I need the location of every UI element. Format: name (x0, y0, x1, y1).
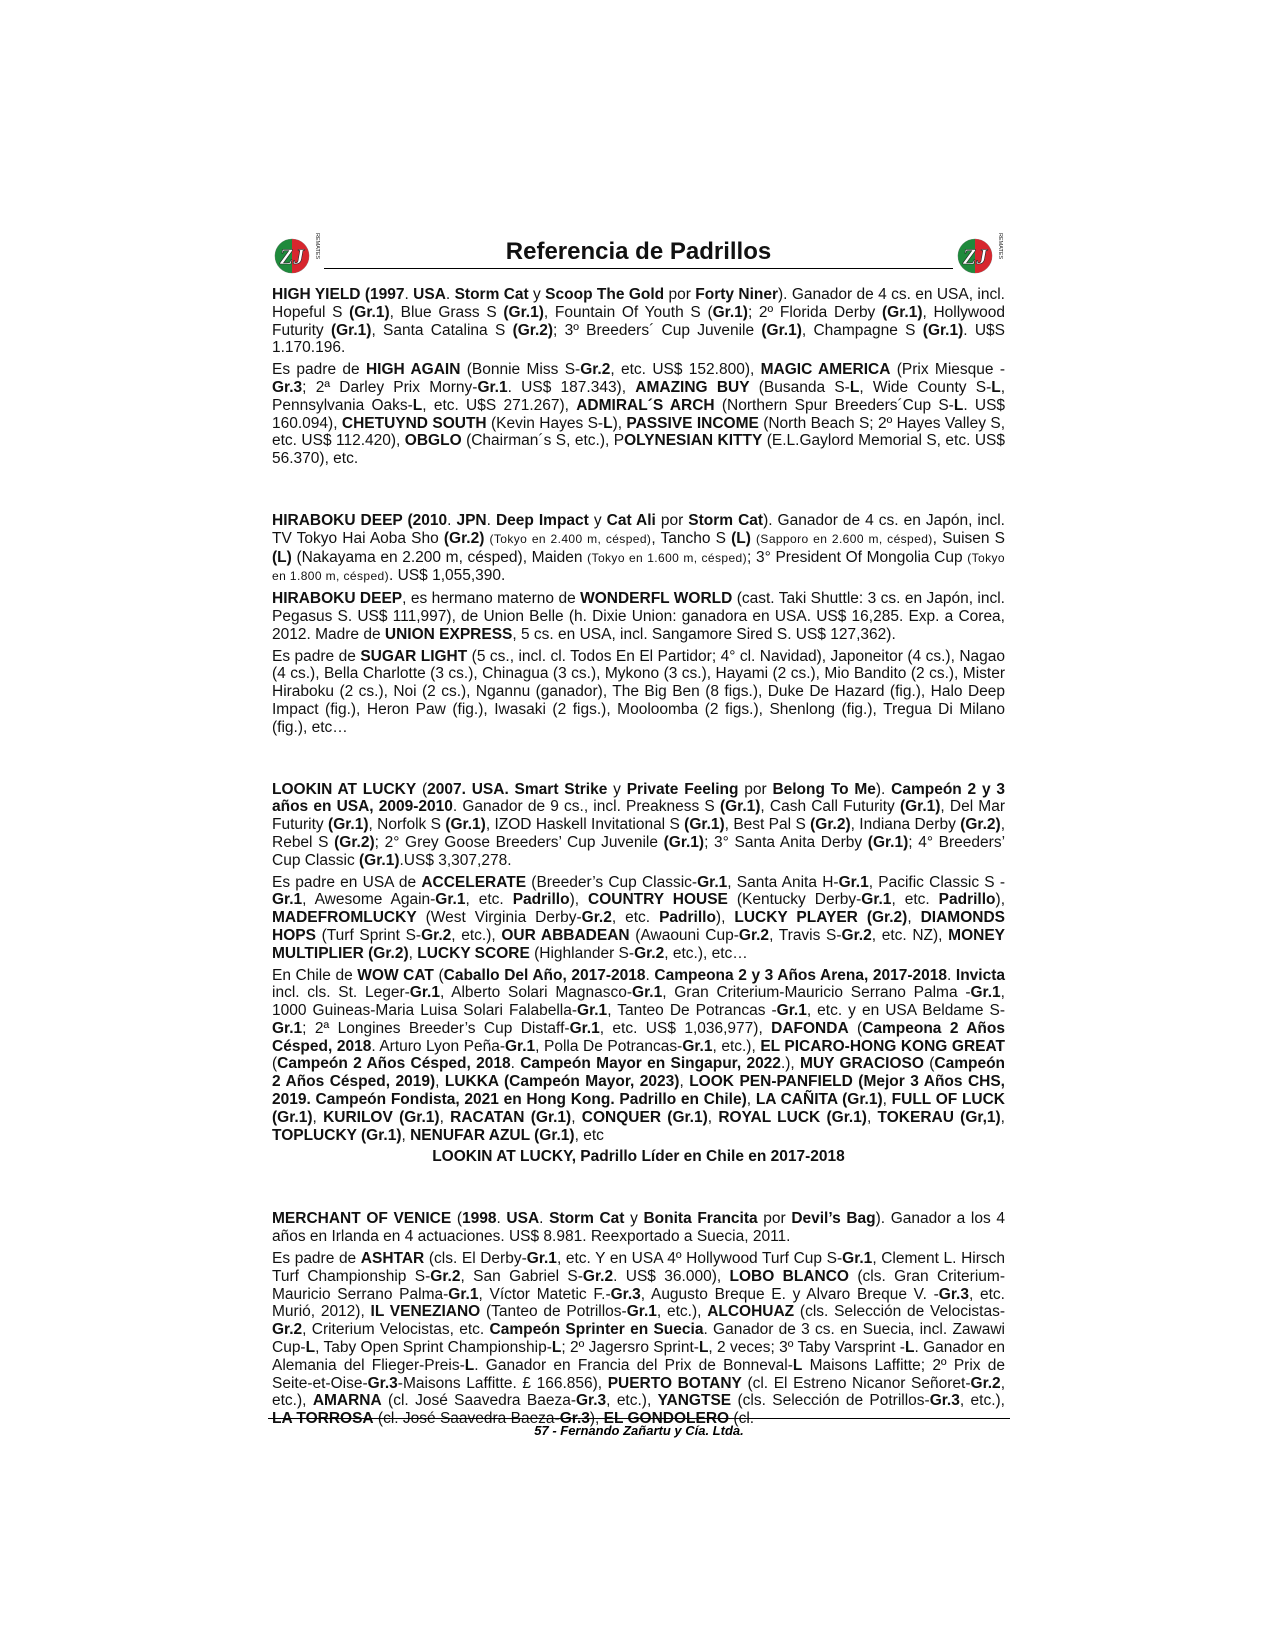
entry-paragraph: Es padre de ASHTAR (cls. El Derby-Gr.1, etc. Y en USA 4º Hollywood Turf Cup S-Gr.1, Clement L. Hirsch Turf Championship S-Gr.2, San Gabriel S-Gr.2. US$ 36.000), LOBO BLANCO (cls. Gran Criterium-Mauricio Serrano Palma-Gr.1, Víctor Matetic F.-Gr.3, Augusto Breque E. y Alvaro Breque V. -Gr.3, etc. Murió, 2012), IL VENEZIANO (Tanteo de Potrillos-Gr.1, etc.), ALCOHUAZ (cls. Selección de Velocistas-Gr.2, Criterium Velocistas, etc. Campeón Sprinter en Suecia. Ganador de 3 cs. en Suecia, incl. Zawawi Cup-L, Taby Open Sprint Championship-L; 2º Jagersro Sprint-L, 2 veces; 3º Taby Varsprint -L. Ganador en Alemania del Flieger-Preis-L. Ganador en Francia del Prix de Bonneval-L Maisons Laffitte; 2º Prix de Seite-et-Oise-Gr.3-Maisons Laffitte. £ 166.856), PUERTO BOTANY (cl. El Estreno Nicanor Señoret-Gr.2, etc.), AMARNA (cl. José Saavedra Baeza-Gr.3, etc.), YANGTSE (cls. Selección de Potrillos-Gr.3, etc.), LA TORROSA (cl. José Saavedra Baeza-Gr.3), EL GONDOLERO (cl. (272, 1250, 1006, 1428)
logo-side-text: REMATES (314, 233, 320, 260)
stallion-entry (272, 512, 1005, 737)
leader-sire-note: LOOKIN AT LUCKY, Padrillo Líder en Chile en 2017-2018 (432, 1148, 845, 1166)
stallion-entry (272, 1210, 1005, 1428)
stallion-entries (272, 286, 1005, 1428)
entry-paragraph: Es padre de SUGAR LIGHT (5 cs., incl. cl. Todos En El Partidor; 4° cl. Navidad), Japoneitor (4 cs.), Nagao (4 cs.), Bella Charlotte (3 cs.), Chinagua (3 cs.), Mykono (3 cs.), Hayami (2 cs.), Mio Bandito (2 cs.), Mister Hiraboku (2 cs.), Noi (2 cs.), Ngannu (ganador), The Big Ben (8 figs.), Duke De Hazard (fig.), Halo Deep Impact (fig.), Heron Paw (fig.), Iwasaki (2 figs.), Mooloomba (2 figs.), Shenlong (fig.), Tregua Di Milano (fig.), etc… (272, 647, 1005, 736)
stallion-entry (272, 286, 1005, 468)
stallion-entry (272, 781, 1005, 1167)
entry-paragraph: HIGH YIELD (1997. USA. Storm Cat y Scoop The Gold por Forty Niner). Ganador de 4 cs. en USA, incl. Hopeful S (Gr.1), Blue Grass S (Gr.1), Fountain Of Youth S (Gr.1); 2º Florida Derby (Gr.1), Hollywood Futurity (Gr.1), Santa Catalina S (Gr.2); 3º Breeders´ Cup Juvenile (Gr.1), Champagne S (Gr.1). U$S 1.170.196. (272, 286, 1005, 357)
entry-paragraph: Es padre de HIGH AGAIN (Bonnie Miss S-Gr.2, etc. US$ 152.800), MAGIC AMERICA (Prix Miesque -Gr.3; 2ª Darley Prix Morny-Gr.1. US$ 187.343), AMAZING BUY (Busanda S-L, Wide County S-L, Pennsylvania Oaks-L, etc. U$S 271.267), ADMIRAL´S ARCH (Northern Spur Breeders´Cup S-L. US$ 160.094), CHETUYND SOUTH (Kevin Hayes S-L), PASSIVE INCOME (North Beach S; 2º Hayes Valley S, etc. US$ 112.420), OBGLO (Chairman´s S, etc.), POLYNESIAN KITTY (E.L.Gaylord Memorial S, etc. US$ 56.370), etc. (272, 361, 1006, 468)
entry-paragraph: HIRABOKU DEEP, es hermano materno de WONDERFL WORLD (cast. Taki Shuttle: 3 cs. en Japón, incl. Pegasus S. US$ 111,997), de Union Belle (h. Dixie Union: ganadora en USA. US$ 16,285. Exp. a Corea, 2012. Madre de UNION EXPRESS, 5 cs. en USA, incl. Sangamore Sired S. US$ 127,362). (272, 590, 1005, 643)
entry-paragraph: MERCHANT OF VENICE (1998. USA. Storm Cat y Bonita Francita por Devil’s Bag). Ganador a los 4 años en Irlanda en 4 actuaciones. US$ 8.981. Reexportado a Suecia, 2011. (272, 1210, 1005, 1246)
zj-remates-logo (955, 228, 1005, 276)
entry-paragraph: Es padre en USA de ACCELERATE (Breeder’s Cup Classic-Gr.1, Santa Anita H-Gr.1, Pacific Classic S -Gr.1, Awesome Again-Gr.1, etc. Padrillo), COUNTRY HOUSE (Kentucky Derby-Gr.1, etc. Padrillo), MADEFROMLUCKY (West Virginia Derby-Gr.2, etc. Padrillo), LUCKY PLAYER (Gr.2), DIAMONDS HOPS (Turf Sprint S-Gr.2, etc.), OUR ABBADEAN (Awaouni Cup-Gr.2, Travis S-Gr.2, etc. NZ), MONEY MULTIPLIER (Gr.2), LUCKY SCORE (Highlander S-Gr.2, etc.), etc… (272, 873, 1006, 962)
page-footer: 57 - Fernando Zañartu y Cía. Ltda. (268, 1418, 1010, 1438)
page-header (272, 228, 1005, 280)
page-title: Referencia de Padrillos (505, 238, 772, 265)
entry-paragraph: LOOKIN AT LUCKY (2007. USA. Smart Strike y Private Feeling por Belong To Me). Campeón 2 y 3 años en USA, 2009-2010. Ganador de 9 cs., incl. Preakness S (Gr.1), Cash Call Futurity (Gr.1), Del Mar Futurity (Gr.1), Norfolk S (Gr.1), IZOD Haskell Invitational S (Gr.1), Best Pal S (Gr.2), Indiana Derby (Gr.2), Rebel S (Gr.2); 2° Grey Goose Breeders’ Cup Juvenile (Gr.1); 3° Santa Anita Derby (Gr.1); 4° Breeders’ Cup Classic (Gr.1).US$ 3,307,278. (272, 780, 1006, 869)
entry-paragraph: HIRABOKU DEEP (2010. JPN. Deep Impact y Cat Ali por Storm Cat). Ganador de 4 cs. en Japón, incl. TV Tokyo Hai Aoba Sho (Gr.2) (Tokyo en 2.400 m, césped), Tancho S (L) (Sapporo en 2.600 m, césped), Suisen S (L) (Nakayama en 2.200 m, césped), Maiden (Tokyo en 1.600 m, césped); 3° President Of Mongolia Cup (Tokyo en 1.800 m, césped). US$ 1,055,390. (272, 511, 1005, 585)
logo-letters: ZJ (962, 244, 988, 269)
entry-paragraph: En Chile de WOW CAT (Caballo Del Año, 2017-2018. Campeona 2 y 3 Años Arena, 2017-2018. Invicta incl. cls. St. Leger-Gr.1, Alberto Solari Magnasco-Gr.1, Gran Criterium-Mauricio Serrano Palma -Gr.1, 1000 Guineas-Maria Luisa Solari Falabella-Gr.1, Tanteo De Potrancas -Gr.1, etc. y en USA Beldame S-Gr.1; 2ª Longines Breeder’s Cup Distaff-Gr.1, etc. US$ 1,036,977), DAFONDA (Campeona 2 Años Césped, 2018. Arturo Lyon Peña-Gr.1, Polla De Potrancas-Gr.1, etc.), EL PICARO-HONG KONG GREAT (Campeón 2 Años Césped, 2018. Campeón Mayor en Singapur, 2022.), MUY GRACIOSO (Campeón 2 Años Césped, 2019), LUKKA (Campeón Mayor, 2023), LOOK PEN-PANFIELD (Mejor 3 Años CHS, 2019. Campeón Fondista, 2021 en Hong Kong. Padrillo en Chile), LA CAÑITA (Gr.1), FULL OF LUCK (Gr.1), KURILOV (Gr.1), RACATAN (Gr.1), CONQUER (Gr.1), ROYAL LUCK (Gr.1), TOKERAU (Gr,1), TOPLUCKY (Gr.1), NENUFAR AZUL (Gr.1), etc (272, 966, 1006, 1144)
logo-letters: ZJ (279, 244, 305, 269)
document-page (272, 228, 1005, 1432)
title-underline (324, 268, 953, 269)
zj-remates-logo (272, 228, 322, 276)
logo-side-text: REMATES (997, 233, 1003, 260)
